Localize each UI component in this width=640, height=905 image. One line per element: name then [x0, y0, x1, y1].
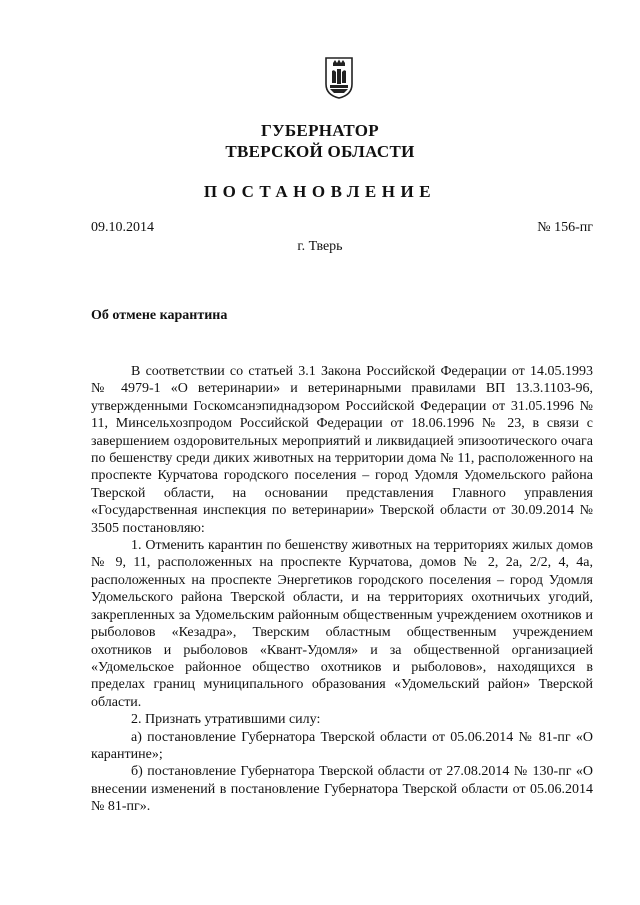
document-date: 09.10.2014	[91, 220, 154, 235]
paragraph-item-2: 2. Признать утратившими силу:	[131, 712, 321, 728]
paragraph-item-1: 1. Отменить карантин по бешенству животных на территориях жилых домов № 9, 11, расположенных на проспекте Курчатова, домов № 2, 2а, 2/2, 4, 4а, расположенных на проспекте Энергетиков городского поселения – город Удомля Удомельского района Тверской области, и на территориях охотничьих угодий, закрепленных за Удомельским районным общественным учреждением охотников и рыболовов «Кезадра», Тверским областным общественным учреждением охотников и рыболовов «Квант-Удомля» и за общественной организацией «Удомельское районное общество охотников и рыболовов», находящихся в пределах границ муниципального образования «Удомельский район» Тверской области.	[91, 538, 593, 710]
paragraph-item-2a: а) постановление Губернатора Тверской области от 05.06.2014 № 81-пг «О карантине»;	[91, 729, 593, 762]
paragraph-item-2b: б) постановление Губернатора Тверской области от 27.08.2014 № 130-пг «О внесении изменений в постановление Губернатора Тверской области от 05.06.2014 № 81-пг».	[91, 764, 593, 815]
issuer-title-line1: ГУБЕРНАТОР	[261, 121, 379, 140]
issuer-title-line2: ТВЕРСКОЙ ОБЛАСТИ	[225, 142, 415, 161]
document-number: № 156-пг	[537, 220, 593, 235]
document-city: г. Тверь	[297, 239, 343, 254]
document-body	[91, 363, 593, 816]
paragraph-preamble: В соответствии со статьей 3.1 Закона Российской Федерации от 14.05.1993 № 4979-1 «О ветеринарии» и ветеринарными правилами ВП 13.3.1103-96, утвержденными Госкомсанэпиднадзором Российской Федерации от 31.05.1996 № 11, Минсельхозпродом Российской Федерации от 18.06.1996 № 23, в связи с завершением оздоровительных мероприятий и ликвидацией эпизоотического очага по бешенству среди диких животных на территории дома № 11, расположенного на проспекте Курчатова городского поселения – город Удомля Удомельского района Тверской области, на основании представления Главного управления «Государственная инспекция по ветеринарии» Тверской области от 30.09.2014 № 3505 постановляю:	[91, 364, 593, 536]
tver-coat-of-arms-icon	[324, 56, 354, 100]
document-subject: Об отмене карантина	[91, 308, 228, 323]
document-type: ПОСТАНОВЛЕНИЕ	[203, 182, 437, 201]
